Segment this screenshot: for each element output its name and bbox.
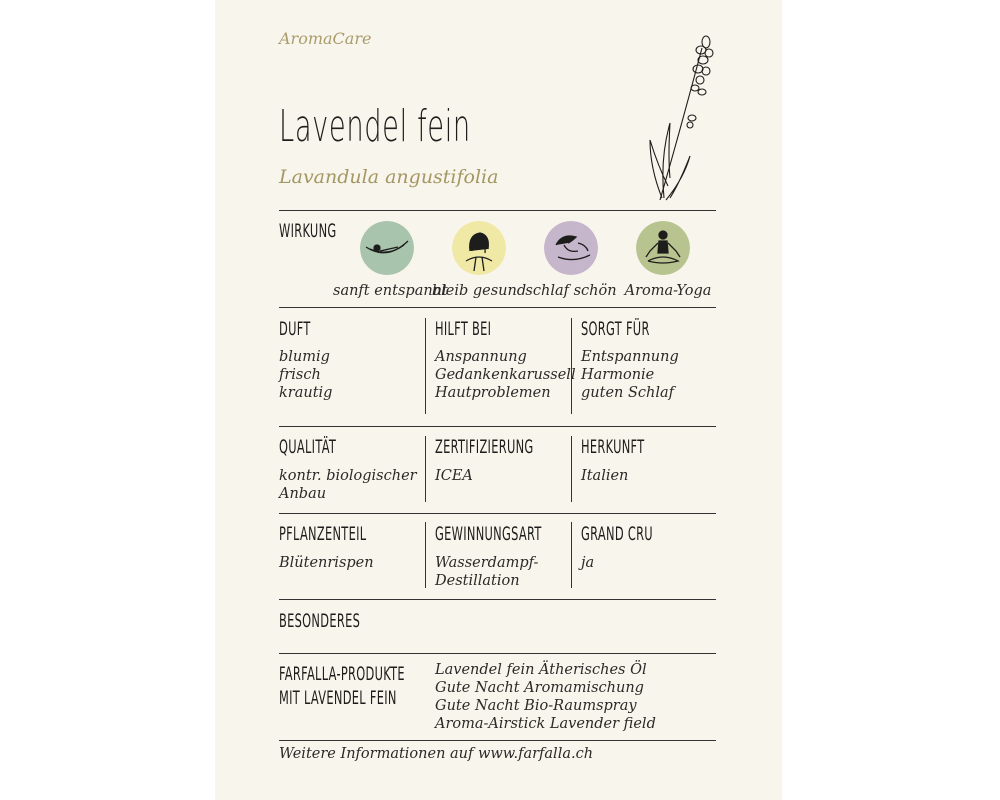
column-divider <box>425 522 426 588</box>
qualitaet-label: QUALITÄT <box>279 436 337 458</box>
hilft-bei-label: HILFT BEI <box>435 318 492 340</box>
list-item: Aroma-Airstick Lavender field <box>435 716 656 732</box>
sleeping-person-icon <box>544 221 598 275</box>
zertifizierung-list <box>435 467 473 485</box>
profile-card <box>215 0 782 800</box>
gewinnungsart-label: GEWINNUNGSART <box>435 523 542 545</box>
list-item: Italien <box>581 468 629 484</box>
sorgt-fuer-list <box>581 348 679 402</box>
page-title: Lavendel fein <box>279 101 471 152</box>
pflanzenteil-label: PFLANZENTEIL <box>279 523 367 545</box>
footer-info: Weitere Informationen auf www.farfalla.ch <box>279 746 594 762</box>
produkte-label: FARFALLA-PRODUKTE <box>279 663 405 685</box>
list-item: Entspannung <box>581 349 679 365</box>
column-divider <box>571 436 572 502</box>
divider <box>279 740 716 741</box>
list-item: kontr. biologischer <box>279 468 417 484</box>
wirkung-caption: schlaf schön <box>525 283 617 299</box>
lavender-sprig-icon <box>640 28 720 203</box>
brand-name: AromaCare <box>279 29 372 48</box>
divider <box>279 210 716 211</box>
zertifizierung-label: ZERTIFIZIERUNG <box>435 436 534 458</box>
hilft-bei-list <box>435 348 576 402</box>
herkunft-list <box>581 467 628 485</box>
wirkung-caption: Aroma-Yoga <box>624 283 712 299</box>
list-item: Anspannung <box>435 349 527 365</box>
qualitaet-list <box>279 467 417 503</box>
herkunft-label: HERKUNFT <box>581 436 645 458</box>
divider <box>279 513 716 514</box>
list-item: Hautproblemen <box>435 385 551 401</box>
list-item: Blütenrispen <box>279 555 374 571</box>
grand-cru-list <box>581 554 594 572</box>
gewinnungsart-list <box>435 554 538 590</box>
list-item: Lavendel fein Ätherisches Öl <box>435 662 647 678</box>
produkte-list <box>435 661 656 733</box>
list-item: Wasserdampf- <box>435 555 539 571</box>
divider <box>279 599 716 600</box>
grand-cru-label: GRAND CRU <box>581 523 653 545</box>
list-item: frisch <box>279 367 321 383</box>
list-item: guten Schlaf <box>581 385 675 401</box>
sorgt-fuer-label: SORGT FÜR <box>581 318 650 340</box>
hammock-icon <box>360 221 414 275</box>
list-item: Destillation <box>435 573 520 589</box>
column-divider <box>425 318 426 414</box>
latin-name: Lavandula angustifolia <box>279 166 499 188</box>
divider <box>279 653 716 654</box>
wirkung-caption: bleib gesund <box>431 283 527 299</box>
list-item: Anbau <box>279 486 327 502</box>
divider <box>279 307 716 308</box>
produkte-label: MIT LAVENDEL FEIN <box>279 687 397 709</box>
pflanzenteil-list <box>279 554 374 572</box>
list-item: Gute Nacht Aromamischung <box>435 680 644 696</box>
list-item: Gedankenkarussell <box>435 367 576 383</box>
yoga-person-icon <box>636 221 690 275</box>
wirkung-label: WIRKUNG <box>279 220 337 242</box>
divider <box>279 426 716 427</box>
scarf-person-icon <box>452 221 506 275</box>
list-item: krautig <box>279 385 333 401</box>
list-item: ICEA <box>435 468 473 484</box>
wirkung-caption: sanft entspannt <box>333 283 448 299</box>
duft-list <box>279 348 332 402</box>
list-item: Gute Nacht Bio-Raumspray <box>435 698 637 714</box>
column-divider <box>425 436 426 502</box>
list-item: ja <box>581 555 595 571</box>
duft-label: DUFT <box>279 318 311 340</box>
list-item: Harmonie <box>581 367 655 383</box>
column-divider <box>571 522 572 588</box>
besonderes-label: BESONDERES <box>279 610 361 632</box>
list-item: blumig <box>279 349 330 365</box>
